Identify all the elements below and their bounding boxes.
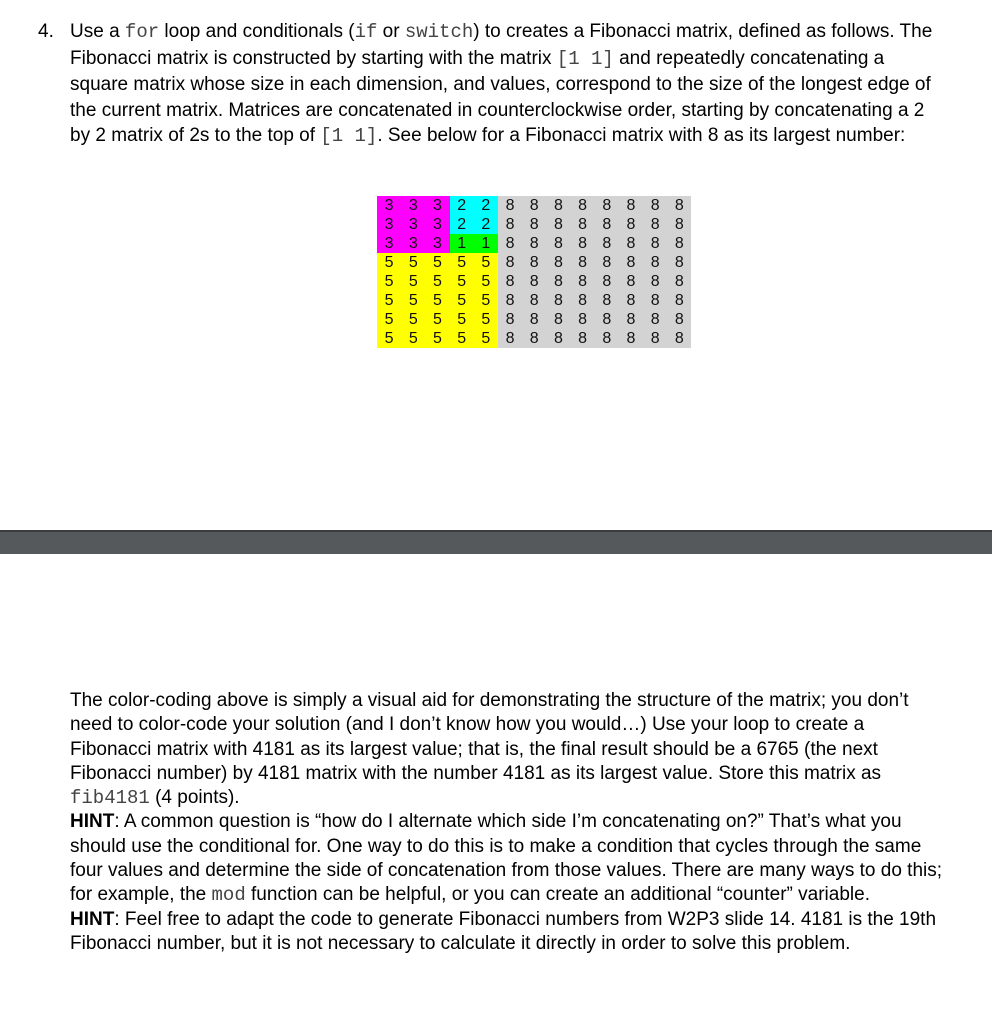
matrix-cell: 3 xyxy=(401,215,425,234)
matrix-cell: 3 xyxy=(425,196,449,215)
hint-text: : A common question is “how do I alternate which side I’m concatenating on?” That’s what you should use the conditional for. One way to do this is to make a condition that cycles through the same four values and determine the side of concatenation from those values. There are many ways to do this; for example, the xyxy=(70,811,943,906)
fibonacci-matrix-example xyxy=(377,196,691,348)
matrix-cell: 5 xyxy=(450,329,474,348)
matrix-cell: 8 xyxy=(619,329,643,348)
matrix-cell: 5 xyxy=(474,253,498,272)
matrix-cell: 8 xyxy=(667,291,691,310)
matrix-cell: 3 xyxy=(401,196,425,215)
matrix-cell: 8 xyxy=(498,291,522,310)
hint-label: HINT xyxy=(70,811,115,833)
matrix-cell: 8 xyxy=(643,310,667,329)
matrix-cell: 5 xyxy=(450,310,474,329)
question-text xyxy=(70,19,938,150)
matrix-cell: 8 xyxy=(522,234,546,253)
matrix-cell: 2 xyxy=(474,196,498,215)
matrix-cell: 5 xyxy=(425,329,449,348)
matrix-cell: 8 xyxy=(643,291,667,310)
matrix-cell: 5 xyxy=(450,253,474,272)
matrix-cell: 8 xyxy=(546,215,570,234)
matrix-cell: 8 xyxy=(667,215,691,234)
matrix-cell: 5 xyxy=(377,272,401,291)
matrix-cell: 5 xyxy=(401,291,425,310)
matrix-cell: 8 xyxy=(619,215,643,234)
matrix-cell: 8 xyxy=(498,253,522,272)
question-text-part: and repeatedly concatenating a square matrix whose size in each dimension, and values, correspond to the size of the longest edge of the current matrix. Matrices are concatenated in counterclockwise order, starting by concatenating a 2 by 2 matrix of 2s to the top of xyxy=(70,47,931,147)
matrix-cell: 5 xyxy=(474,329,498,348)
matrix-cell: 8 xyxy=(667,196,691,215)
matrix-cell: 8 xyxy=(643,196,667,215)
matrix-cell: 8 xyxy=(546,253,570,272)
matrix-cell: 8 xyxy=(595,291,619,310)
matrix-cell: 8 xyxy=(571,234,595,253)
hint-text: : Feel free to adapt the code to generate Fibonacci numbers from W2P3 slide 14. 4181 is the 19th Fibonacci number, but it is not necessary to calculate it directly in order to solve this problem. xyxy=(70,908,937,954)
matrix-cell: 8 xyxy=(667,310,691,329)
matrix-cell: 5 xyxy=(377,291,401,310)
matrix-cell: 8 xyxy=(619,272,643,291)
matrix-cell: 8 xyxy=(498,272,522,291)
question-text-part: Use a xyxy=(70,21,120,42)
inline-code-if: if xyxy=(354,21,378,43)
matrix-cell: 8 xyxy=(643,215,667,234)
matrix-cell: 8 xyxy=(595,196,619,215)
matrix-cell: 8 xyxy=(643,329,667,348)
matrix-cell: 8 xyxy=(595,272,619,291)
inline-code-fib4181: fib4181 xyxy=(70,787,150,810)
matrix-cell: 8 xyxy=(546,196,570,215)
matrix-cell: 5 xyxy=(450,291,474,310)
matrix-cell: 8 xyxy=(546,272,570,291)
matrix-cell: 8 xyxy=(667,272,691,291)
matrix-cell: 5 xyxy=(401,310,425,329)
matrix-cell: 8 xyxy=(571,272,595,291)
matrix-cell: 5 xyxy=(377,253,401,272)
matrix-cell: 8 xyxy=(571,291,595,310)
matrix-cell: 8 xyxy=(643,272,667,291)
page-break-divider xyxy=(0,530,992,554)
matrix-cell: 8 xyxy=(546,291,570,310)
matrix-cell: 5 xyxy=(425,253,449,272)
inline-code-switch: switch xyxy=(404,21,474,43)
matrix-cell: 8 xyxy=(595,234,619,253)
matrix-cell: 8 xyxy=(571,215,595,234)
paragraph-text: (4 points). xyxy=(155,787,240,809)
question-text-part: . See below for a Fibonacci matrix with 8 as its largest number: xyxy=(377,125,906,147)
matrix-cell: 8 xyxy=(522,310,546,329)
matrix-cell: 5 xyxy=(401,253,425,272)
paragraph-text: The color-coding above is simply a visual aid for demonstrating the structure of the matrix; you don’t need to color-code your solution (and I don’t know how you would…) Use your loop to create a Fibonacci matrix with 4181 as its largest value; that is, the final result should be a 6765 (the next Fibonacci number) by 4181 matrix with the number 4181 as its largest value. Store this matrix as xyxy=(70,690,909,784)
matrix-cell: 8 xyxy=(571,329,595,348)
hint-text: function can be helpful, or you can create an additional “counter” variable. xyxy=(251,884,870,906)
matrix-cell: 5 xyxy=(401,329,425,348)
question-text-part: loop and conditionals ( xyxy=(164,21,355,42)
matrix-cell: 8 xyxy=(667,234,691,253)
matrix-cell: 8 xyxy=(522,253,546,272)
matrix-cell: 8 xyxy=(522,215,546,234)
matrix-cell: 8 xyxy=(667,253,691,272)
inline-code-for: for xyxy=(124,21,160,43)
matrix-cell: 8 xyxy=(595,215,619,234)
matrix-cell: 8 xyxy=(643,234,667,253)
matrix-cell: 5 xyxy=(425,272,449,291)
matrix-cell: 5 xyxy=(425,291,449,310)
matrix-cell: 3 xyxy=(377,196,401,215)
inline-code-mod: mod xyxy=(211,884,246,907)
matrix-cell: 5 xyxy=(474,272,498,291)
question-block xyxy=(38,19,938,150)
matrix-cell: 8 xyxy=(522,272,546,291)
question-text-part: or xyxy=(382,21,400,42)
matrix-cell: 8 xyxy=(546,329,570,348)
matrix-cell: 2 xyxy=(474,215,498,234)
question-text-part: ) to creates a Fibonacci matrix, defined as follows. The Fibonacci matrix is constructed by starting with the matrix xyxy=(70,21,933,69)
matrix-cell: 3 xyxy=(401,234,425,253)
matrix-cell: 8 xyxy=(619,253,643,272)
matrix-cell: 8 xyxy=(522,196,546,215)
matrix-cell: 8 xyxy=(498,196,522,215)
matrix-cell: 3 xyxy=(425,234,449,253)
matrix-cell: 8 xyxy=(595,253,619,272)
matrix-cell: 8 xyxy=(498,215,522,234)
matrix-cell: 5 xyxy=(474,291,498,310)
matrix-cell: 8 xyxy=(619,310,643,329)
matrix-cell: 1 xyxy=(474,234,498,253)
matrix-cell: 8 xyxy=(498,310,522,329)
matrix-cell: 5 xyxy=(377,329,401,348)
inline-code-start-matrix: [1 1] xyxy=(556,47,614,70)
matrix-cell: 8 xyxy=(643,253,667,272)
matrix-cell: 3 xyxy=(377,234,401,253)
matrix-cell: 8 xyxy=(498,234,522,253)
continuation-block xyxy=(70,689,950,956)
matrix-cell: 2 xyxy=(450,196,474,215)
matrix-cell: 1 xyxy=(450,234,474,253)
matrix-cell: 8 xyxy=(571,253,595,272)
matrix-cell: 5 xyxy=(377,310,401,329)
matrix-cell: 8 xyxy=(595,329,619,348)
matrix-cell: 8 xyxy=(522,291,546,310)
matrix-cell: 3 xyxy=(377,215,401,234)
question-number: 4. xyxy=(38,21,54,42)
matrix-cell: 8 xyxy=(546,234,570,253)
matrix-cell: 8 xyxy=(619,196,643,215)
matrix-cell: 5 xyxy=(450,272,474,291)
matrix-cell: 5 xyxy=(401,272,425,291)
matrix-cell: 8 xyxy=(546,310,570,329)
matrix-cell: 2 xyxy=(450,215,474,234)
matrix-cell: 8 xyxy=(522,329,546,348)
matrix-cell: 3 xyxy=(425,215,449,234)
matrix-cell: 8 xyxy=(667,329,691,348)
matrix-cell: 5 xyxy=(425,310,449,329)
inline-code-start-matrix: [1 1] xyxy=(320,125,378,148)
matrix-cell: 8 xyxy=(498,329,522,348)
matrix-cell: 8 xyxy=(571,196,595,215)
matrix-cell: 8 xyxy=(619,291,643,310)
hint-label: HINT xyxy=(70,908,115,930)
matrix-cell: 5 xyxy=(474,310,498,329)
matrix-cell: 8 xyxy=(619,234,643,253)
matrix-cell: 8 xyxy=(571,310,595,329)
matrix-cell: 8 xyxy=(595,310,619,329)
